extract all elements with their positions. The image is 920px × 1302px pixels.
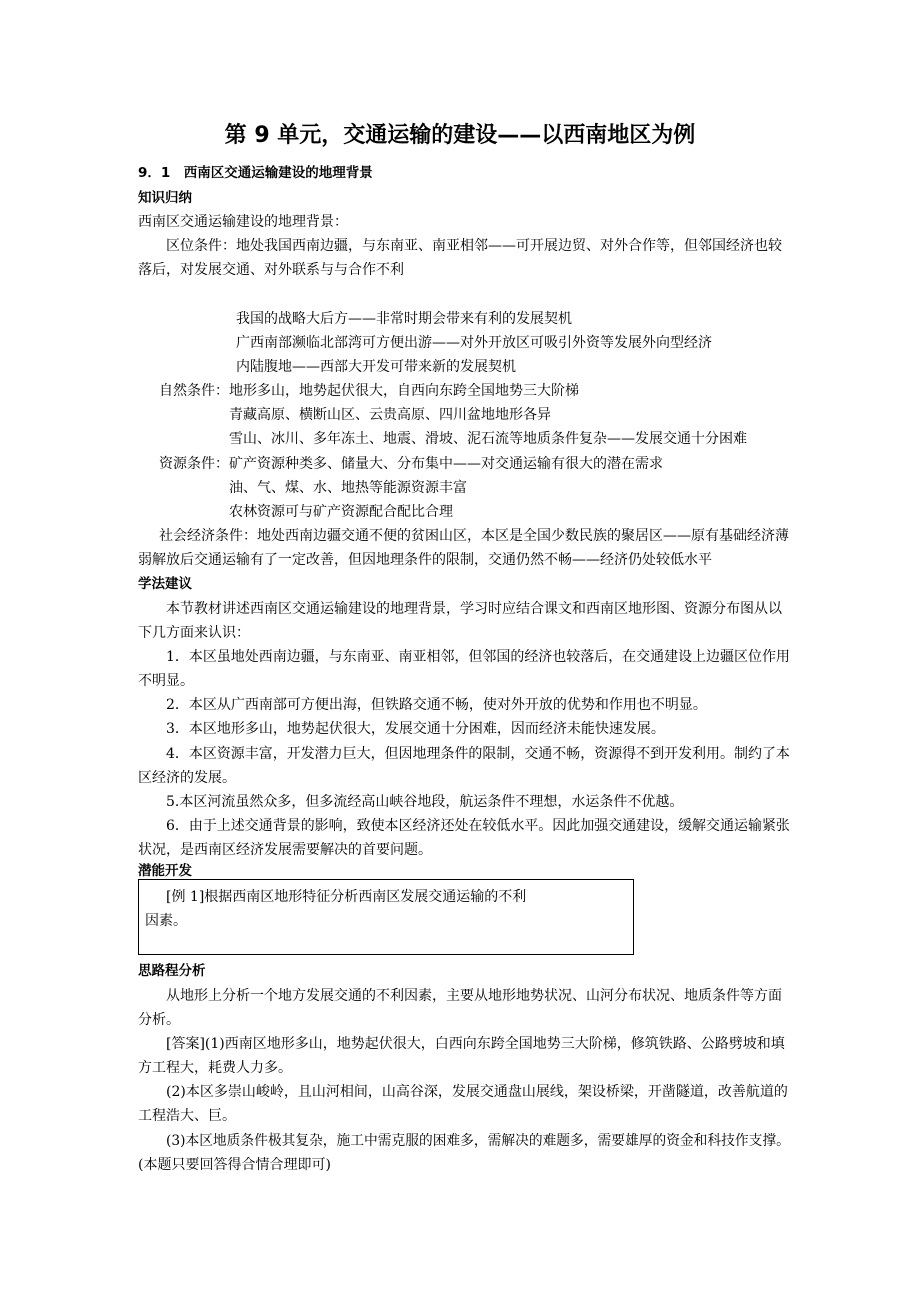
location-point: 我国的战略大后方——非常时期会带来有利的发展契机	[236, 311, 572, 327]
study-point: 状况，是西南区经济发展需要解决的首要问题。	[138, 842, 432, 858]
answer-text: 方工程大，耗费人力多。	[138, 1060, 292, 1076]
example-question: 因素。	[145, 913, 187, 929]
location-line-1: 区位条件：地处我国西南边疆，与东南亚、南亚相邻——可开展边贸、对外合作等，但邻国经济也较	[166, 238, 782, 254]
study-point: 5.本区河流虽然众多，但多流经高山峡谷地段，航运条件不理想，水运条件不优越。	[166, 794, 684, 810]
study-point: 3．本区地形多山，地势起伏很大，发展交通十分困难，因而经济未能快速发展。	[166, 721, 665, 737]
knowledge-intro: 西南区交通运输建设的地理背景：	[138, 214, 348, 230]
natural-point: 青藏高原、横断山区、云贵高原、四川盆地地形各异	[229, 407, 551, 423]
knowledge-heading: 知识归纳	[138, 190, 192, 206]
study-point: 1．本区虽地处西南边疆，与东南亚、南亚相邻，但邻国的经济也较落后，在交通建设上边疆区位作用	[166, 649, 790, 665]
study-point: 4．本区资源丰富，开发潜力巨大，但因地理条件的限制，交通不畅，资源得不到开发利用。制约了本	[166, 746, 790, 762]
example-question: [例 1]根据西南区地形特征分析西南区发展交通运输的不利	[166, 889, 527, 905]
answer-text: (3)本区地质条件极其复杂，施工中需克服的困难多，需解决的难题多，需要雄厚的资金和科技作支撑。	[166, 1133, 790, 1149]
study-point: 不明显。	[138, 673, 194, 689]
natural-point: 地形多山，地势起伏很大，自西向东跨全国地势三大阶梯	[229, 383, 579, 399]
location-line-2: 落后，对发展交通、对外联系与与合作不利	[138, 262, 404, 278]
location-point: 内陆腹地——西部大开发可带来新的发展契机	[236, 359, 516, 375]
location-point: 广西南部濒临北部湾可方便出游——对外开放区可吸引外资等发展外向型经济	[236, 335, 712, 351]
study-heading: 学法建议	[138, 576, 192, 592]
study-point: 2．本区从广西南部可方便出海，但铁路交通不畅，使对外开放的优势和作用也不明显。	[166, 697, 707, 713]
answer-text: [答案](1)西南区地形多山，地势起伏很大，白西向东跨全国地势三大阶梯，修筑铁路、公路劈坡和填	[166, 1036, 785, 1052]
answer-text: (本题只要回答得合情合理即可)	[138, 1157, 331, 1173]
social-line-2: 弱解放后交通运输有了一定改善，但因地理条件的限制，交通仍然不畅——经济仍处较低水平	[138, 552, 712, 568]
analysis-heading: 思路程分析	[138, 963, 206, 979]
natural-label: 自然条件：	[159, 383, 229, 399]
study-intro-line-1: 本节教材讲述西南区交通运输建设的地理背景，学习时应结合课文和西南区地形图、资源分布图从以	[166, 601, 782, 617]
resource-point: 矿产资源种类多、储量大、分布集中——对交通运输有很大的潜在需求	[229, 456, 663, 472]
resource-label: 资源条件：	[159, 456, 229, 472]
natural-point: 雪山、冰川、多年冻土、地震、滑坡、泥石流等地质条件复杂——发展交通十分困难	[229, 431, 747, 447]
potential-heading: 潜能开发	[138, 863, 192, 879]
analysis-intro-line-2: 分析。	[138, 1012, 180, 1028]
resource-point: 农林资源可与矿产资源配合配比合理	[229, 504, 453, 520]
social-line-1: 社会经济条件：地处西南边疆交通不便的贫困山区，本区是全国少数民族的聚居区——原有基础经济薄	[159, 528, 789, 544]
study-point: 区经济的发展。	[138, 770, 236, 786]
study-intro-line-2: 下几方面来认识：	[138, 625, 250, 641]
answer-text: 工程浩大、巨。	[138, 1108, 236, 1124]
resource-point: 油、气、煤、水、地热等能源资源丰富	[229, 480, 467, 496]
page-title: 第 9 单元，交通运输的建设——以西南地区为例	[224, 123, 696, 148]
section-heading: 9．1 西南区交通运输建设的地理背景	[138, 165, 373, 181]
answer-text: (2)本区多崇山峻岭，且山河相间，山高谷深，发展交通盘山展线，架设桥梁，开凿隧道，改善航道的	[166, 1084, 788, 1100]
analysis-intro-line-1: 从地形上分析一个地方发展交通的不利因素，主要从地形地势状况、山河分布状况、地质条件等方面	[166, 988, 782, 1004]
study-point: 6．由于上述交通背景的影响，致使本区经济还处在较低水平。因此加强交通建设，缓解交通运输紧张	[166, 818, 790, 834]
